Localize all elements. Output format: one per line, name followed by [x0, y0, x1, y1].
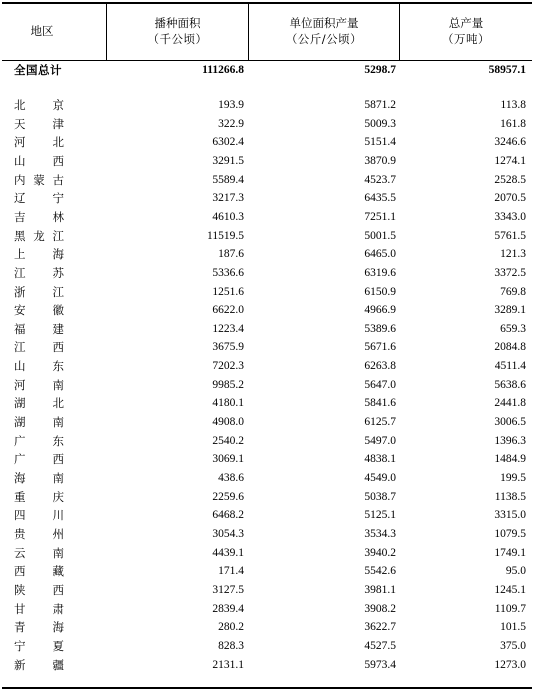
region-name-char: 湖: [14, 415, 26, 430]
region-name-char: 海: [14, 471, 26, 485]
area-cell: 4610.3: [212, 210, 244, 223]
output-cell: 1273.0: [494, 658, 526, 671]
header-output: [400, 2, 532, 60]
table-row: [2, 115, 532, 134]
region-name-char: 广: [14, 452, 26, 467]
region-name-char: 东: [52, 433, 64, 448]
region-name-char: 京: [52, 98, 64, 112]
area-cell: 322.9: [218, 117, 244, 130]
table-row: [2, 618, 532, 637]
total-area: 111266.8: [202, 64, 244, 76]
region-name-char: 南: [52, 415, 64, 430]
region-name-char: 西: [52, 340, 64, 355]
region-name-char: 西: [52, 582, 64, 597]
region-name-char: 苏: [52, 265, 64, 280]
region-name: [14, 656, 64, 675]
region-name-char: 黑: [14, 228, 26, 243]
region-name-char: 肃: [52, 601, 64, 616]
area-cell: 828.3: [218, 639, 244, 652]
yield-cell: 4523.7: [364, 173, 396, 186]
table-row: [2, 171, 532, 190]
table-row: [2, 227, 532, 246]
region-name-char: 西: [14, 564, 26, 579]
output-cell: 3006.5: [494, 416, 526, 429]
region-name-char: 青: [14, 620, 26, 635]
output-cell: 199.5: [500, 472, 526, 484]
region-name-char: 江: [14, 340, 26, 355]
region-name: [14, 152, 64, 171]
area-cell: 6622.0: [212, 304, 244, 317]
region-name-char: 建: [52, 321, 64, 336]
yield-cell: 7251.1: [364, 210, 396, 223]
region-name-char: 吉: [14, 209, 26, 224]
output-cell: 1079.5: [494, 527, 526, 540]
region-name-char: 西: [52, 452, 64, 467]
area-cell: 2839.4: [212, 602, 244, 615]
total-output: 58957.1: [488, 64, 526, 76]
yield-cell: 5871.2: [364, 99, 396, 111]
region-name: [14, 488, 64, 507]
table-bottom-rule: [2, 687, 532, 689]
area-cell: 6468.2: [212, 509, 244, 522]
region-name-char: 山: [14, 153, 26, 168]
region-name: [14, 301, 64, 320]
table-row: [2, 581, 532, 600]
region-name-char: 内: [14, 172, 26, 187]
region-name-char: 宁: [14, 638, 26, 653]
area-cell: 3217.3: [212, 192, 244, 205]
area-cell: 187.6: [218, 248, 244, 261]
region-name: [14, 283, 64, 302]
yield-cell: 4549.0: [364, 472, 396, 484]
region-name: [14, 618, 64, 637]
area-cell: 193.9: [218, 99, 244, 111]
output-cell: 769.8: [500, 285, 526, 298]
yield-cell: 4527.5: [364, 639, 396, 652]
output-cell: 1396.3: [494, 434, 526, 447]
area-cell: 9985.2: [212, 378, 244, 391]
yield-cell: 5973.4: [364, 658, 396, 671]
table-row: [2, 600, 532, 619]
region-name: [14, 96, 64, 115]
region-name-char: 山: [14, 359, 26, 374]
output-cell: 1484.9: [494, 453, 526, 466]
yield-cell: 5151.4: [364, 136, 396, 149]
area-cell: 3069.1: [212, 453, 244, 466]
region-name-char: 天: [14, 116, 26, 131]
yield-cell: 5647.0: [364, 378, 396, 391]
region-name: [14, 600, 64, 619]
area-cell: 3127.5: [212, 583, 244, 596]
table-row: [2, 394, 532, 413]
header-output-label: 总产量: [448, 16, 484, 30]
header-area: [107, 2, 248, 60]
region-name-char: 安: [14, 303, 26, 318]
region-name-char: 海: [52, 247, 64, 262]
table-row: [2, 432, 532, 451]
yield-cell: 6319.6: [364, 266, 396, 279]
yield-cell: 6435.5: [364, 192, 396, 205]
output-cell: 121.3: [500, 248, 526, 261]
region-name: [14, 432, 64, 451]
region-name-char: 林: [52, 209, 64, 224]
region-name-char: 辽: [14, 191, 26, 206]
output-cell: 95.0: [505, 565, 526, 578]
region-name: [14, 338, 64, 357]
yield-cell: 3908.2: [364, 602, 396, 615]
area-cell: 5589.4: [212, 173, 244, 186]
yield-cell: 5001.5: [364, 229, 396, 242]
output-cell: 1749.1: [494, 546, 526, 559]
output-cell: 1245.1: [494, 583, 526, 596]
region-name-char: 宁: [52, 191, 64, 206]
region-name-char: 州: [52, 526, 64, 541]
yield-cell: 5389.6: [364, 322, 396, 335]
region-name-char: 陕: [14, 582, 26, 597]
table-row: [2, 469, 532, 488]
region-name-char: 西: [52, 153, 64, 168]
region-name-char: 湖: [14, 396, 26, 411]
table-row: [2, 450, 532, 469]
table-row: [2, 208, 532, 227]
yield-cell: 3940.2: [364, 546, 396, 559]
table-row: [2, 637, 532, 656]
area-cell: 3675.9: [212, 341, 244, 354]
output-cell: 5761.5: [494, 229, 526, 242]
yield-cell: 3981.1: [364, 583, 396, 596]
region-name-char: 南: [52, 471, 64, 485]
header-region-label: 地区: [30, 24, 54, 38]
area-cell: 4439.1: [212, 546, 244, 559]
area-cell: 1223.4: [212, 322, 244, 335]
region-name: [14, 320, 64, 339]
table-row: [2, 338, 532, 357]
region-name-char: 北: [52, 135, 64, 150]
region-name: [14, 227, 64, 246]
yield-cell: 4838.1: [364, 453, 396, 466]
header-area-label: 播种面积: [154, 16, 201, 30]
table-row: [2, 525, 532, 544]
output-cell: 1109.7: [494, 602, 526, 615]
region-name: [14, 562, 64, 581]
region-name-char: 江: [14, 265, 26, 280]
area-cell: 6302.4: [212, 136, 244, 149]
region-name-char: 疆: [52, 657, 64, 672]
output-cell: 101.5: [500, 621, 526, 634]
region-name-char: 河: [14, 377, 26, 392]
output-cell: 113.8: [500, 99, 526, 111]
output-cell: 3315.0: [494, 509, 526, 522]
region-name-char: 江: [52, 228, 64, 243]
table-row: [2, 506, 532, 525]
region-name-char: 南: [52, 377, 64, 392]
region-name-char: 庆: [52, 489, 64, 504]
output-cell: 375.0: [500, 639, 526, 652]
yield-cell: 5125.1: [364, 509, 396, 522]
region-name-char: 东: [52, 359, 64, 374]
yield-cell: 5009.3: [364, 117, 396, 130]
output-cell: 659.3: [500, 322, 526, 335]
table-row: [2, 264, 532, 283]
region-name: [14, 189, 64, 208]
header-yield-unit: （公斤/公顷）: [285, 32, 363, 46]
region-name-char: 海: [52, 620, 64, 635]
region-name: [14, 544, 64, 563]
region-name-char: 北: [52, 396, 64, 411]
yield-cell: 3534.3: [364, 527, 396, 540]
area-cell: 2259.6: [212, 490, 244, 503]
grain-table: [2, 2, 532, 689]
table-row: [2, 376, 532, 395]
region-name-char: 重: [14, 489, 26, 504]
region-name: [14, 115, 64, 134]
area-cell: 280.2: [218, 621, 244, 634]
region-name-char: 徽: [52, 303, 64, 318]
region-name-char: 浙: [14, 284, 26, 299]
header-yield-label: 单位面积产量: [289, 16, 359, 30]
region-name-char: 新: [14, 657, 26, 672]
yield-cell: 6263.8: [364, 360, 396, 373]
table-row: [2, 562, 532, 581]
header-output-unit: （万吨）: [442, 32, 490, 46]
yield-cell: 5841.6: [364, 397, 396, 410]
total-row: [2, 61, 532, 80]
table-row: [2, 544, 532, 563]
area-cell: 4180.1: [212, 397, 244, 410]
region-name-char: 贵: [14, 526, 26, 541]
region-name-char: 云: [14, 545, 26, 560]
area-cell: 438.6: [218, 472, 244, 484]
area-cell: 4908.0: [212, 416, 244, 429]
region-name: [14, 450, 64, 469]
yield-cell: 5038.7: [364, 490, 396, 503]
yield-cell: 6125.7: [364, 416, 396, 429]
output-cell: 2441.8: [494, 397, 526, 410]
output-cell: 2528.5: [494, 173, 526, 186]
region-name: [14, 413, 64, 432]
area-cell: 7202.3: [212, 360, 244, 373]
yield-cell: 5671.6: [364, 341, 396, 354]
yield-cell: 6150.9: [364, 285, 396, 298]
table-row: [2, 656, 532, 675]
region-name: [14, 394, 64, 413]
region-name-char: 南: [52, 545, 64, 560]
table-row: [2, 245, 532, 264]
region-name-char: 蒙: [33, 172, 45, 187]
table-row: [2, 133, 532, 152]
region-name-char: 广: [14, 433, 26, 448]
output-cell: 2084.8: [494, 341, 526, 354]
table-row: [2, 357, 532, 376]
region-name: [14, 171, 64, 190]
yield-cell: 4966.9: [364, 304, 396, 317]
output-cell: 3343.0: [494, 210, 526, 223]
header-yield: [249, 2, 399, 60]
region-name-char: 龙: [33, 228, 45, 243]
area-cell: 1251.6: [212, 285, 244, 298]
total-row-name: 全国总计: [14, 63, 62, 77]
region-name-char: 甘: [14, 601, 26, 616]
region-name: [14, 469, 64, 488]
table-row: [2, 301, 532, 320]
area-cell: 171.4: [218, 565, 244, 578]
region-name: [14, 637, 64, 656]
total-yield: 5298.7: [364, 64, 396, 76]
table-row: [2, 189, 532, 208]
region-name-char: 江: [52, 284, 64, 299]
output-cell: 3246.6: [494, 136, 526, 149]
region-name-char: 夏: [52, 638, 64, 653]
yield-cell: 5497.0: [364, 434, 396, 447]
table-row: [2, 320, 532, 339]
area-cell: 3054.3: [212, 527, 244, 540]
area-cell: 3291.5: [212, 154, 244, 167]
output-cell: 4511.4: [494, 360, 526, 373]
region-name: [14, 506, 64, 525]
output-cell: 1138.5: [494, 490, 526, 503]
yield-cell: 5542.6: [364, 565, 396, 578]
region-name-char: 上: [14, 247, 26, 262]
table-row: [2, 283, 532, 302]
output-cell: 5638.6: [494, 378, 526, 391]
region-name: [14, 245, 64, 264]
header-region: [2, 2, 82, 60]
region-name-char: 北: [14, 98, 26, 112]
region-name-char: 川: [52, 508, 64, 523]
yield-cell: 3870.9: [364, 154, 396, 167]
output-cell: 161.8: [500, 117, 526, 130]
region-name: [14, 264, 64, 283]
yield-cell: 6465.0: [364, 248, 396, 261]
output-cell: 3289.1: [494, 304, 526, 317]
area-cell: 5336.6: [212, 266, 244, 279]
table-row: [2, 488, 532, 507]
output-cell: 2070.5: [494, 192, 526, 205]
region-name: [14, 133, 64, 152]
table-row: [2, 96, 532, 115]
output-cell: 3372.5: [494, 266, 526, 279]
region-name: [14, 581, 64, 600]
region-name: [14, 376, 64, 395]
region-name: [14, 525, 64, 544]
area-cell: 2131.1: [212, 658, 244, 671]
area-cell: 11519.5: [207, 229, 244, 242]
output-cell: 1274.1: [494, 154, 526, 167]
area-cell: 2540.2: [212, 434, 244, 447]
table-row: [2, 413, 532, 432]
yield-cell: 3622.7: [364, 621, 396, 634]
region-name-char: 河: [14, 135, 26, 150]
region-name-char: 福: [14, 321, 26, 336]
region-name-char: 四: [14, 508, 26, 523]
region-name: [14, 208, 64, 227]
region-name-char: 藏: [52, 564, 64, 579]
region-name: [14, 357, 64, 376]
region-name-char: 古: [52, 172, 64, 187]
region-name-char: 津: [52, 116, 64, 131]
header-area-unit: （千公顷）: [147, 32, 208, 46]
table-row: [2, 152, 532, 171]
